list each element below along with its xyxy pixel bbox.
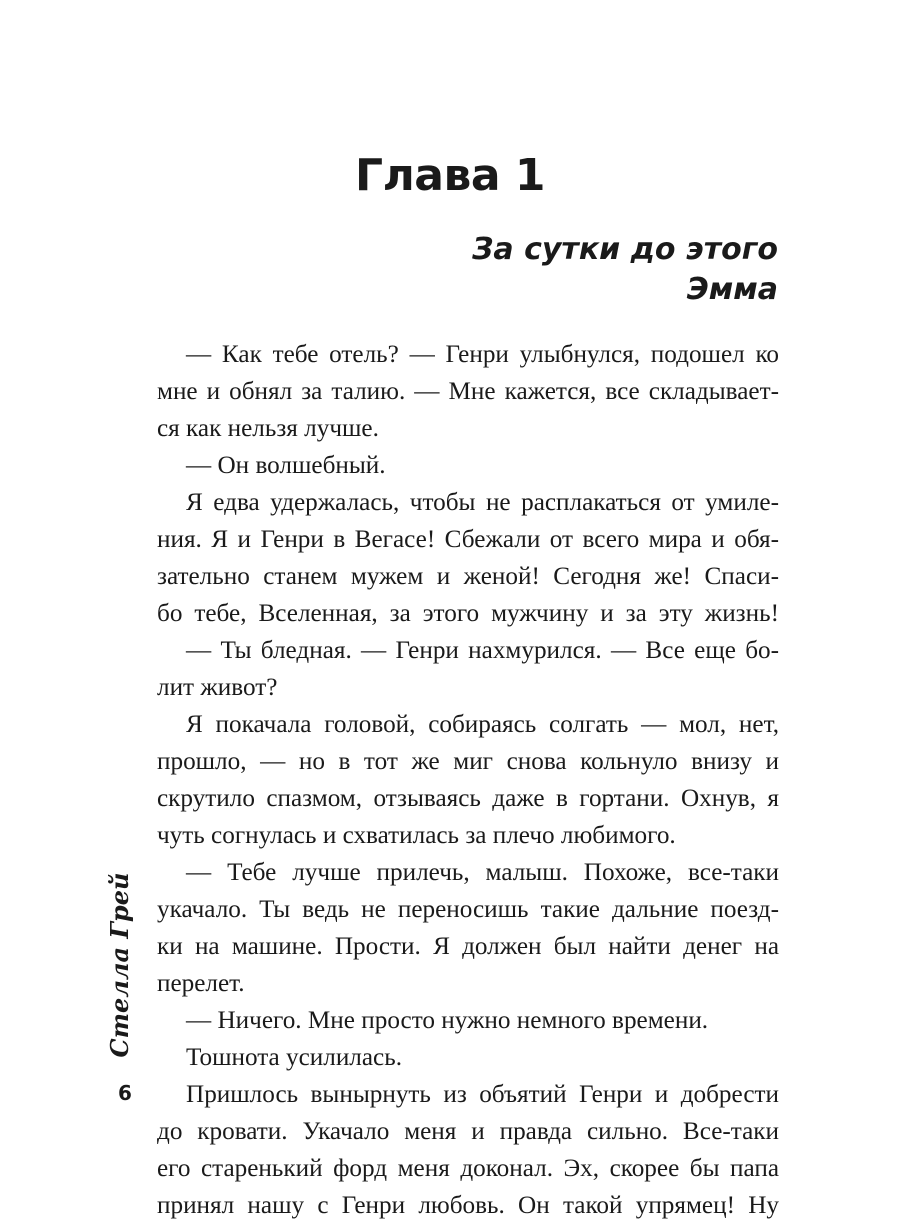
text-line: Тошнота усилилась.: [186, 1044, 403, 1071]
chapter-title: Глава 1: [355, 150, 545, 201]
text-line: ки на машине. Прости. Я должен был найти денег на: [157, 933, 779, 960]
text-line: до кровати. Укачало меня и правда сильно. Все-таки: [157, 1118, 779, 1145]
text-line: ся как нельзя лучше.: [157, 415, 379, 442]
text-line: Я едва удержалась, чтобы не расплакаться от умиле-: [186, 489, 779, 516]
text-line: ния. Я и Генри в Вегасе! Сбежали от всего мира и обя-: [157, 526, 779, 553]
text-line: перелет.: [157, 970, 245, 997]
text-line: — Ничего. Мне просто нужно немного времени.: [186, 1007, 709, 1034]
text-line: его старенький форд меня доконал. Эх, скорее бы папа: [157, 1155, 779, 1182]
text-line: — Как тебе отель? — Генри улыбнулся, подошел ко: [186, 341, 779, 368]
author-name: Стелла Грей: [105, 872, 134, 1058]
body-text: [157, 336, 779, 1224]
text-line: зательно станем мужем и женой! Сегодня же! Спаси-: [157, 563, 779, 590]
text-line: бо тебе, Вселенная, за этого мужчину и за эту жизнь!: [157, 600, 779, 627]
text-line: принял нашу с Генри любовь. Он такой упрямец! Ну: [157, 1192, 779, 1219]
text-line: — Ты бледная. — Генри нахмурился. — Все еще бо-: [186, 637, 779, 664]
text-line: — Тебе лучше прилечь, малыш. Похоже, все-таки: [186, 859, 779, 886]
text-line: прошло, — но в тот же миг снова кольнуло внизу и: [157, 748, 779, 775]
text-line: мне и обнял за талию. — Мне кажется, все складывает-: [157, 378, 779, 405]
text-line: Пришлось вынырнуть из объятий Генри и добрести: [186, 1081, 779, 1108]
text-line: лит живот?: [157, 674, 278, 701]
text-line: — Он волшебный.: [186, 452, 386, 479]
text-line: укачало. Ты ведь не переносишь такие дальние поезд-: [157, 896, 779, 923]
time-heading: За сутки до этого: [472, 232, 778, 267]
text-line: Я покачала головой, собираясь солгать — мол, нет,: [186, 711, 779, 738]
text-line: чуть согнулась и схватилась за плечо любимого.: [157, 822, 676, 849]
text-line: скрутило спазмом, отзываясь даже в гортани. Охнув, я: [157, 785, 779, 812]
pov-heading: Эмма: [686, 272, 778, 307]
page-number: 6: [118, 1081, 132, 1105]
